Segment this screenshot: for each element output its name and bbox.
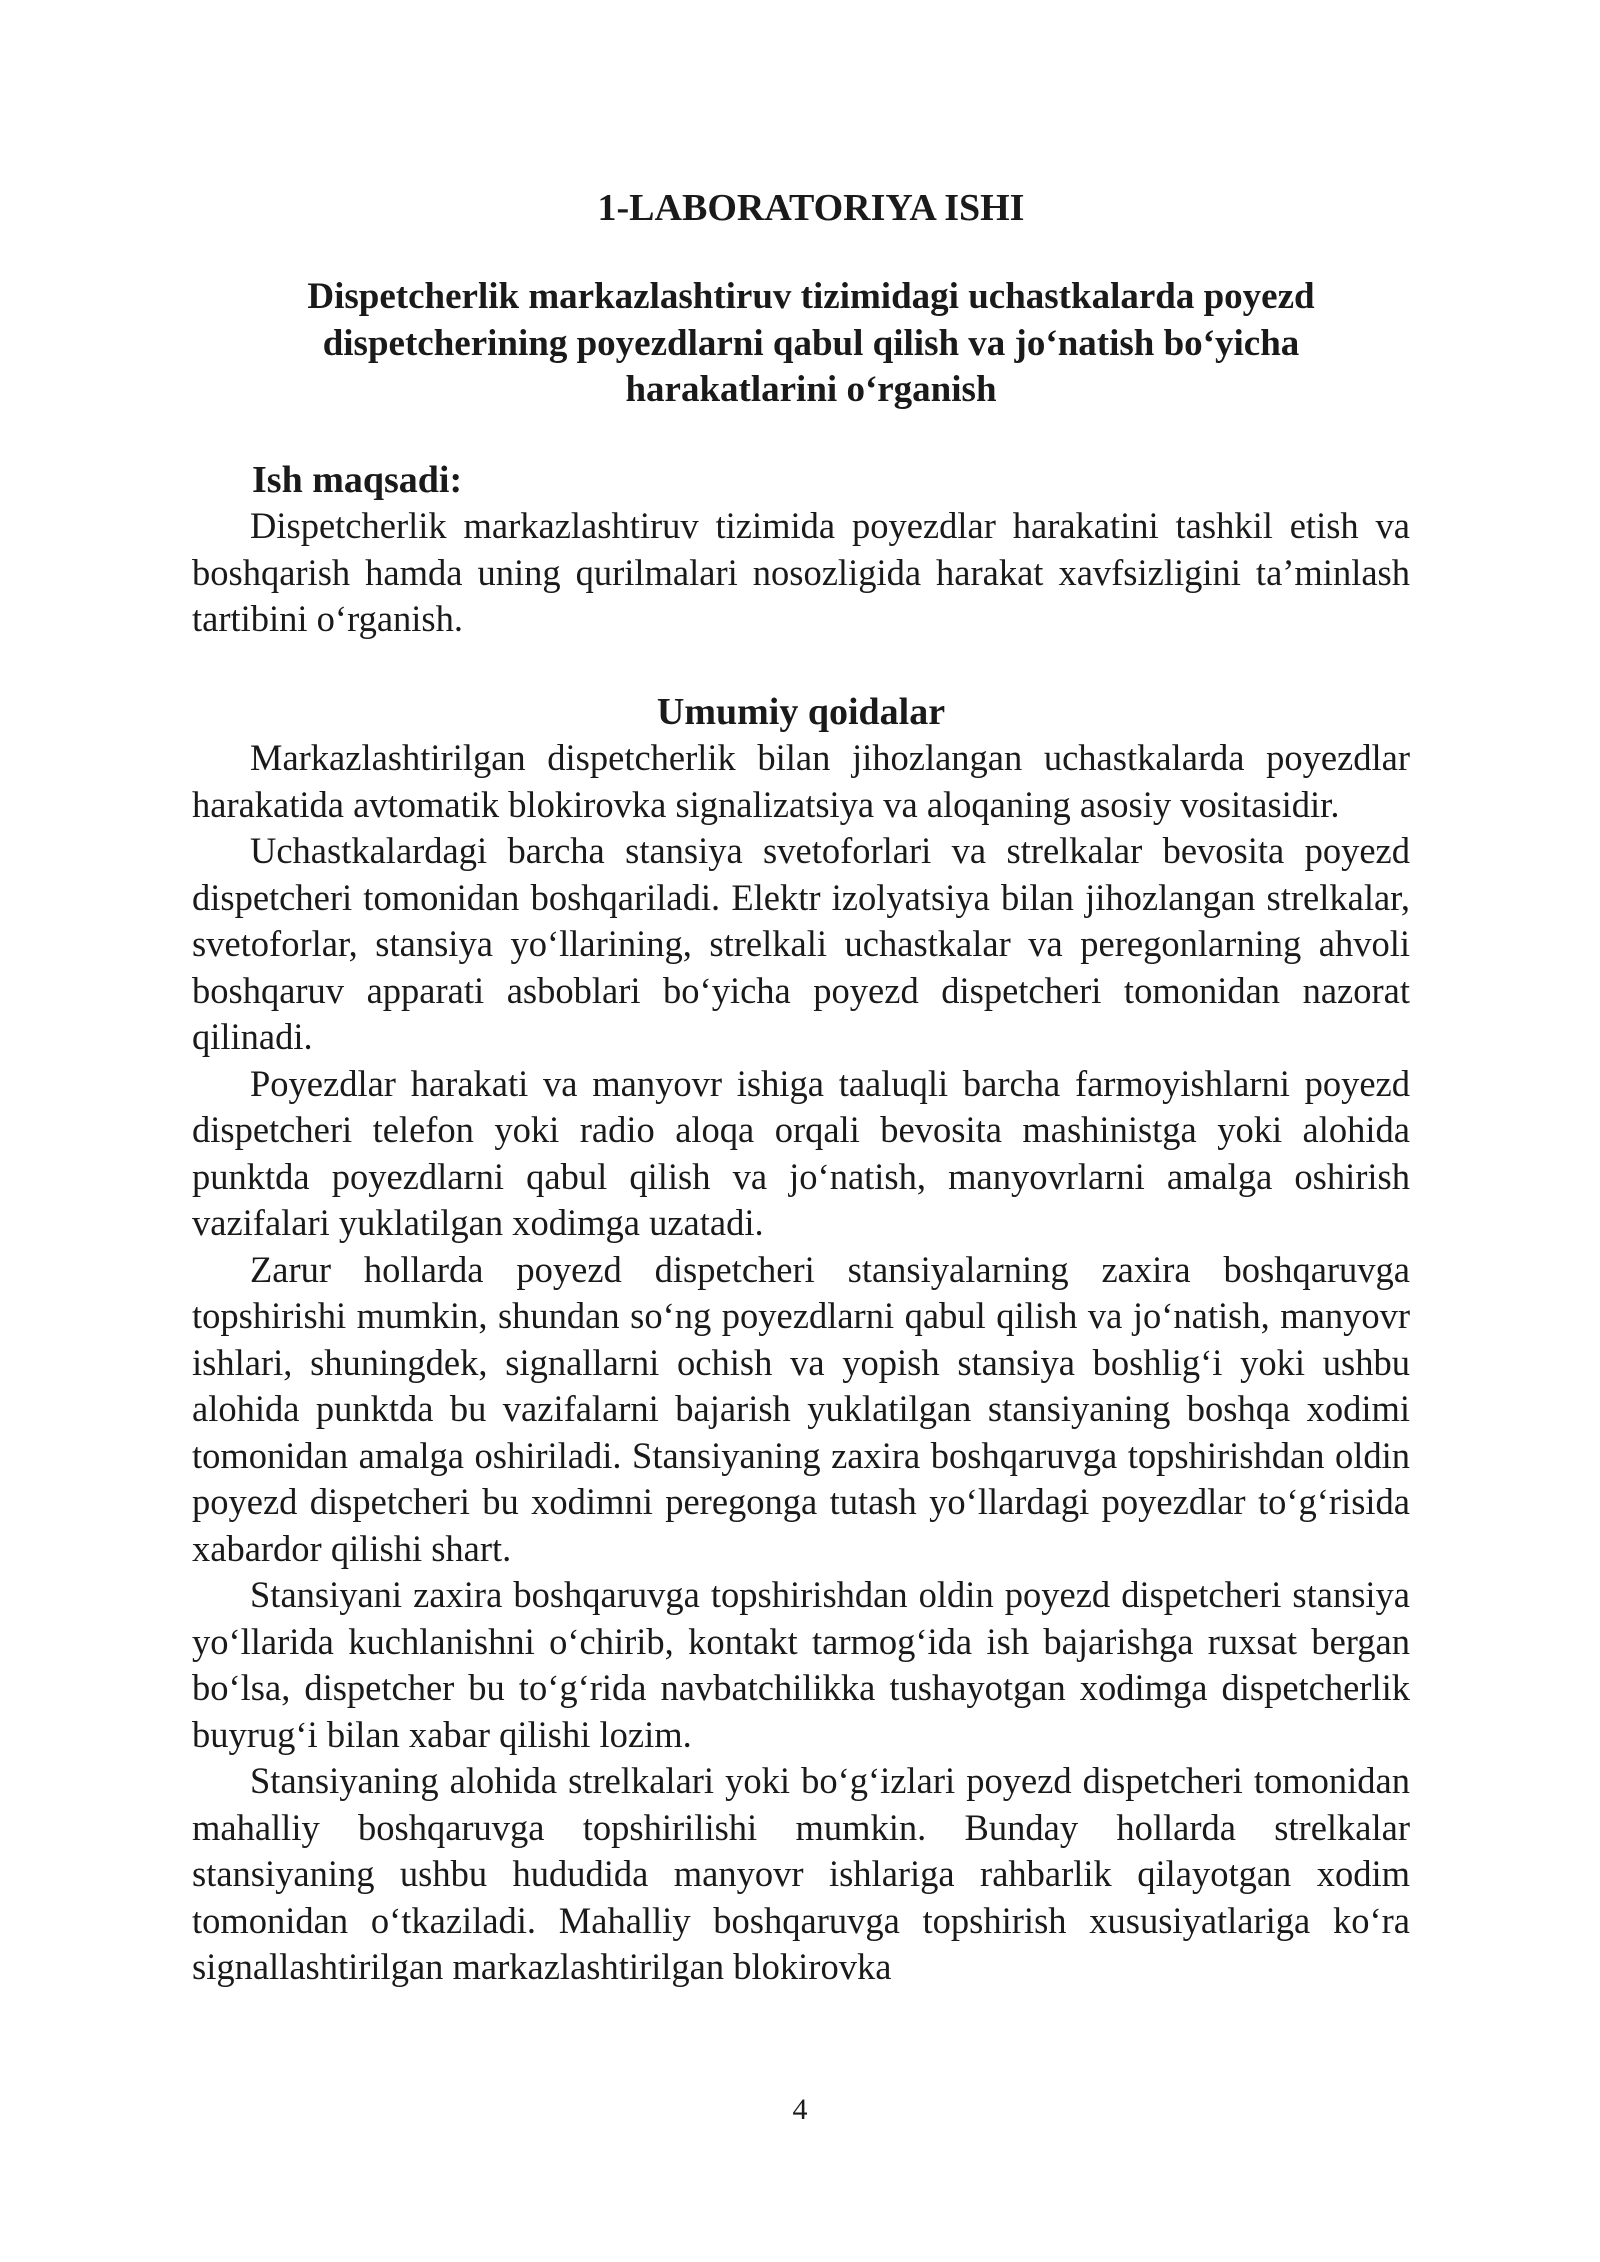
general-paragraph-4: Zarur hollarda poyezd dispetcheri stansiyalarning zaxira boshqaruvga topshirishi mumkin, shundan so‘ng poyezdlarni qabul qilish va jo‘natish, manyovr ishlari, shuningdek, signallarni ochish va yopish stansiya boshlig‘i yoki ushbu alohida punktda bu vazifalarni bajarish yuklatilgan stansiyaning boshqa xodimi tomonidan amalga oshiriladi. Stansiyaning zaxira boshqaruvga topshirishdan oldin poyezd dispetcheri bu xodimni peregonga tutash yo‘llardagi poyezdlar to‘g‘risida xabardor qilishi shart. [192,1248,1410,1569]
general-paragraph-6: Stansiyaning alohida strelkalari yoki bo‘g‘izlari poyezd dispetcheri tomonidan mahalliy boshqaruvga topshirilishi mumkin. Bunday hollarda strelkalar stansiyaning ushbu hududida manyovr ishlariga rahbarlik qilayotgan xodim tomonidan o‘tkaziladi. Mahalliy boshqaruvga topshirish xususiyatlariga ko‘ra signallashtirilgan markazlashtirilgan blokirovka [192,1760,1410,1987]
general-rules-heading: Umumiy qoidalar [656,690,946,733]
goal-text: Dispetcherlik markazlashtiruv tizimida poyezdlar harakatini tashkil etish va boshqarish hamda uning qurilmalari nosozligida harakat xavfsizligini ta’minlash tartibini o‘rganish. [192,505,1410,639]
document-page [192,185,1410,1991]
general-paragraph-2: Uchastkalardagi barcha stansiya svetoforlari va strelkalar bevosita poyezd dispetcheri tomonidan boshqariladi. Elektr izolyatsiya bilan jihozlangan strelkalar, svetoforlar, stansiya yo‘llarining, strelkali uchastkalar va peregonlarning ahvoli boshqaruv apparati asboblari bo‘yicha poyezd dispetcheri tomonidan nazorat qilinadi. [192,830,1410,1057]
topic-title: Dispetcherlik markazlashtiruv tizimidagi uchastkalarda poyezd dispetcherining poyezdlarni qabul qilish va jo‘natish bo‘yicha harakatlarini o‘rganish [307,276,1315,410]
general-paragraph-3: Poyezdlar harakati va manyovr ishiga taaluqli barcha farmoyishlarni poyezd dispetcheri telefon yoki radio aloqa orqali bevosita mashinistga yoki alohida punktda poyezdlarni qabul qilish va jo‘natish, manyovrlarni amalga oshirish vazifalari yuklatilgan xodimga uzatadi. [192,1062,1410,1243]
general-paragraph-1: Markazlashtirilgan dispetcherlik bilan jihozlangan uchastkalarda poyezdlar harakatida avtomatik blokirovka signalizatsiya va aloqaning asosiy vositasidir. [192,737,1410,825]
lab-title: 1-LABORATORIYA ISHI [597,187,1025,229]
goal-heading: Ish maqsadi: [252,458,463,501]
general-paragraph-5: Stansiyani zaxira boshqaruvga topshirishdan oldin poyezd dispetcheri stansiya yo‘llarida kuchlanishni o‘chirib, kontakt tarmog‘ida ish bajarishga ruxsat bergan bo‘lsa, dispetcher bu to‘g‘rida navbatchilikka tushayotgan xodimga dispetcherlik buyrug‘i bilan xabar qilishi lozim. [192,1574,1410,1755]
page-number: 4 [792,2093,808,2126]
